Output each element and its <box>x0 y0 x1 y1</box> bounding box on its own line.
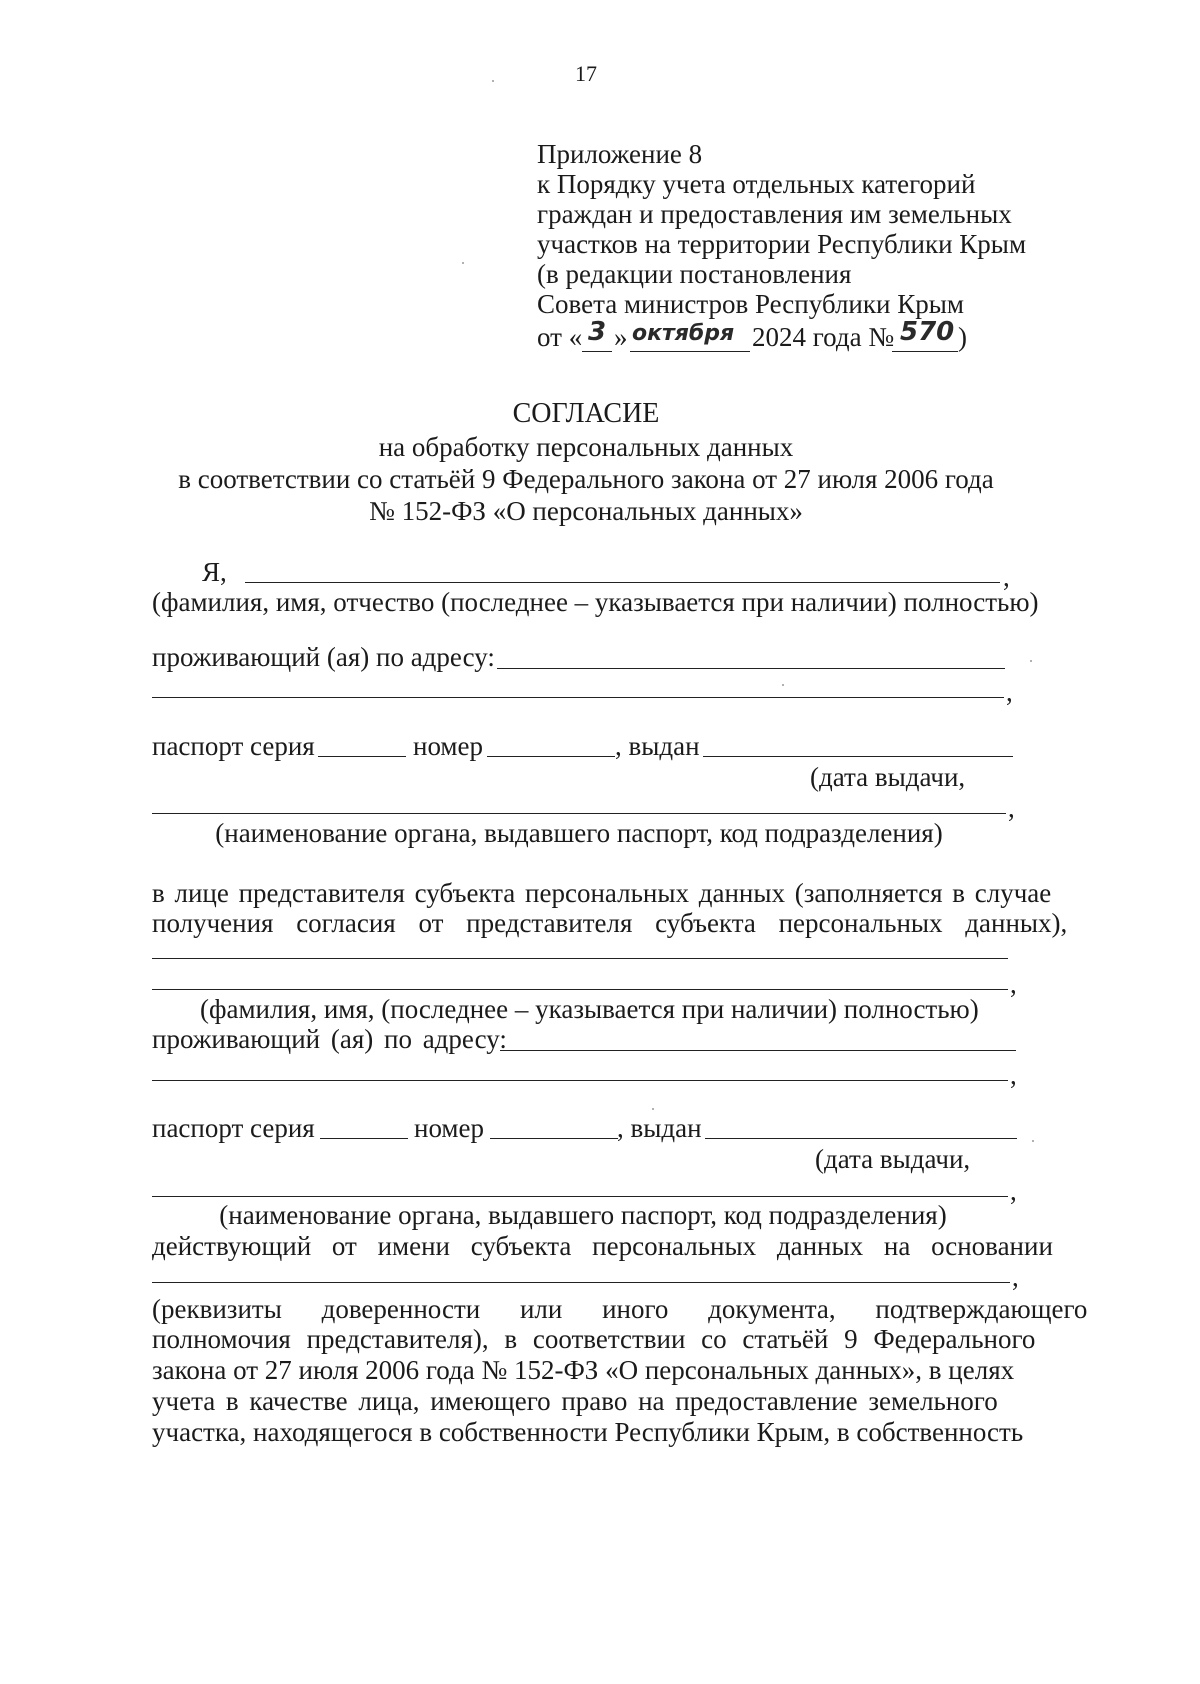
issuer-input-line[interactable] <box>152 813 1006 814</box>
document-subtitle: № 152-ФЗ «О персональных данных» <box>369 496 803 526</box>
paragraph-line: (реквизиты доверенности или иного документа, подтверждающего <box>152 1294 1088 1324</box>
ya-label: Я, <box>202 557 227 587</box>
appendix-line: Приложение 8 <box>537 139 703 169</box>
document-subtitle: на обработку персональных данных <box>378 432 794 462</box>
acting-line <box>152 1230 1053 1262</box>
address-input-line[interactable] <box>497 668 1005 669</box>
scan-speck <box>652 1108 654 1110</box>
appendix-line: (в редакции постановления <box>537 259 852 289</box>
rep-line-1-text: в лице представителя субъекта персональных данных (заполняется в случае <box>152 878 1052 908</box>
rep-line-1 <box>152 877 1052 909</box>
document-title: СОГЛАСИЕ <box>512 398 660 429</box>
comma: , <box>1003 562 1010 592</box>
rep-passport-number-label: номер <box>414 1113 485 1143</box>
address-input-line-2[interactable] <box>152 697 1004 698</box>
issuer-hint: (наименование органа, выдавшего паспорт, код подразделения) <box>215 818 943 848</box>
passport-issued-label: , выдан <box>615 731 700 761</box>
rep-passport-issued-label: , выдан <box>617 1113 702 1143</box>
paragraph-line: полномочия представителя), в соответствии со статьёй 9 Федерального <box>152 1324 1036 1354</box>
document-subtitle: в соответствии со статьёй 9 Федерального закона от 27 июля 2006 года <box>178 464 994 494</box>
page-number: 17 <box>575 61 597 86</box>
rep-issuer-input-line[interactable] <box>152 1196 1008 1197</box>
date-prefix: от « <box>537 322 583 352</box>
passport-series-input[interactable] <box>318 756 406 757</box>
basis-input-line[interactable] <box>152 1282 1010 1283</box>
rep-passport-series-input[interactable] <box>320 1138 408 1139</box>
rep-passport-issued-input[interactable] <box>705 1138 1017 1139</box>
handwritten-month: октября <box>632 321 735 346</box>
scan-speck <box>462 262 464 264</box>
passport-series-label: паспорт серия <box>152 731 315 761</box>
passport-number-label: номер <box>413 731 484 761</box>
handwritten-day: 3 <box>588 317 607 347</box>
scan-speck <box>492 80 494 82</box>
comma: , <box>1008 793 1015 823</box>
year-text: 2024 года № <box>752 322 895 352</box>
fio-hint: (фамилия, имя, отчество (последнее – указывается при наличии) полностью) <box>152 587 1039 617</box>
acting-line-text: действующий от имени субъекта персональных данных на основании <box>152 1231 1053 1261</box>
issue-date-hint: (дата выдачи, <box>810 762 966 792</box>
appendix-line: граждан и предоставления им земельных <box>537 199 1012 229</box>
rep-address-input-line[interactable] <box>500 1050 1016 1051</box>
rep-fio-input-line[interactable] <box>152 958 1008 959</box>
appendix-line: к Порядку учета отдельных категорий <box>537 169 976 199</box>
rep-passport-number-input[interactable] <box>490 1138 618 1139</box>
scan-speck <box>782 684 784 686</box>
appendix-line: участков на территории Республики Крым <box>537 229 1027 259</box>
passport-number-input[interactable] <box>487 756 615 757</box>
rep-issue-date-hint: (дата выдачи, <box>815 1144 971 1174</box>
rep-fio-input-line-2[interactable] <box>152 989 1008 990</box>
comma: , <box>1006 677 1013 707</box>
paragraph-line: участка, находящегося в собственности Республики Крым, в собственность <box>152 1417 1024 1447</box>
rep-passport-series-label: паспорт серия <box>152 1113 315 1143</box>
address-label: проживающий (ая) по адресу: <box>152 642 495 672</box>
comma: , <box>1010 1176 1017 1206</box>
rep-fio-hint: (фамилия, имя, (последнее – указывается при наличии) полностью) <box>200 994 979 1024</box>
appendix-line: Совета министров Республики Крым <box>537 289 964 319</box>
day-underline <box>582 351 612 352</box>
scan-speck <box>1030 660 1032 662</box>
paragraph-line: учета в качестве лица, имеющего право на предоставление земельного <box>152 1386 998 1416</box>
comma: , <box>1010 1060 1017 1090</box>
rep-address-label: проживающий (ая) по адресу: <box>152 1024 507 1054</box>
fio-input-line[interactable] <box>245 582 1000 583</box>
day-close: » <box>614 322 628 352</box>
comma: , <box>1012 1262 1019 1292</box>
handwritten-number: 570 <box>900 317 955 347</box>
rep-address-input-line-2[interactable] <box>152 1080 1008 1081</box>
closing-paren: ) <box>958 322 967 352</box>
number-underline <box>892 351 958 352</box>
rep-line-2: получения согласия от представителя субъекта персональных данных), <box>152 908 1068 938</box>
comma: , <box>1010 969 1017 999</box>
rep-issuer-hint: (наименование органа, выдавшего паспорт, код подразделения) <box>219 1200 947 1230</box>
scan-speck <box>1032 1140 1034 1142</box>
month-underline <box>630 351 750 352</box>
paragraph-line: закона от 27 июля 2006 года № 152-ФЗ «О персональных данных», в целях <box>152 1355 1015 1385</box>
passport-issued-input[interactable] <box>703 756 1013 757</box>
